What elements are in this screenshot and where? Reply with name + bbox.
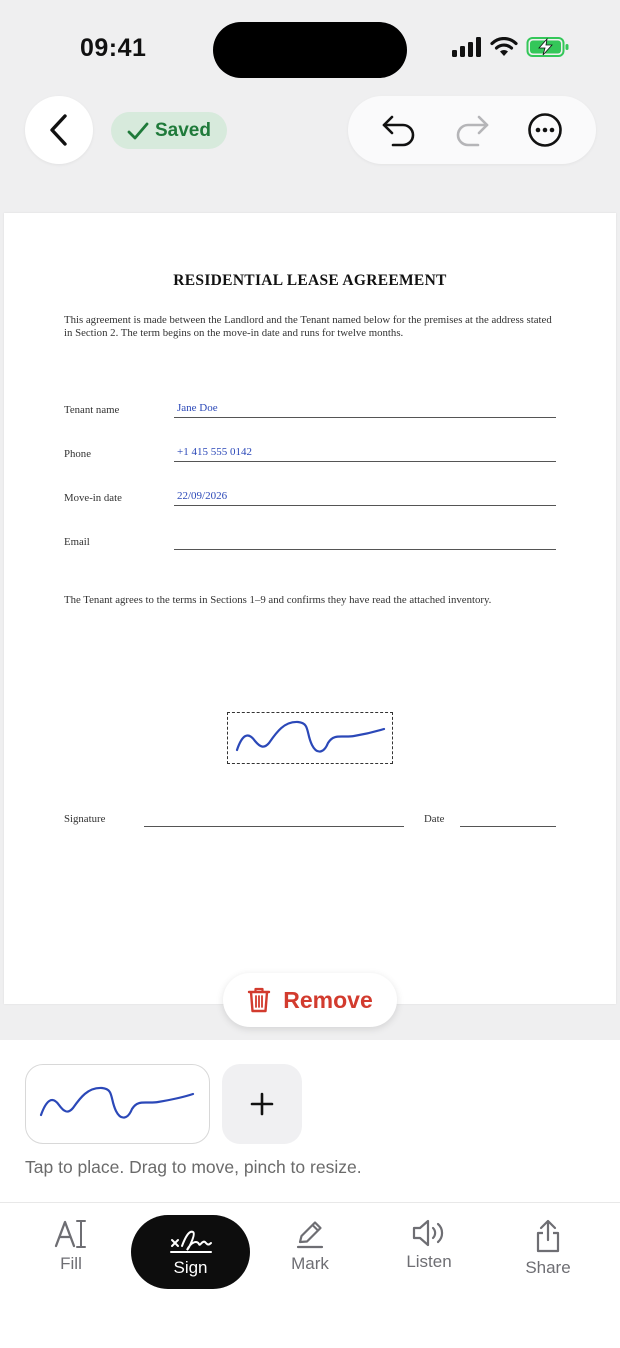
status-time: 09:41 bbox=[80, 34, 147, 62]
signature-line[interactable] bbox=[144, 826, 404, 827]
email-field[interactable] bbox=[174, 549, 556, 550]
undo-button[interactable] bbox=[371, 102, 427, 158]
tab-share-label: Share bbox=[525, 1258, 571, 1277]
battery-charging-icon bbox=[526, 36, 570, 58]
tenant-name-field[interactable] bbox=[174, 417, 556, 418]
text-cursor-icon bbox=[54, 1218, 88, 1250]
move-in-date-label: Move-in date bbox=[64, 492, 122, 504]
saved-label: Saved bbox=[155, 119, 211, 141]
document-intro: This agreement is made between the Landlord and the Tenant named below for the premises at the address stated in Section 2. The term begins on the move-in date and runs for twelve months. bbox=[64, 314, 552, 339]
phone-field[interactable] bbox=[174, 461, 556, 462]
placed-signature[interactable] bbox=[227, 712, 393, 764]
cellular-signal-icon bbox=[452, 37, 482, 57]
tenant-name-label: Tenant name bbox=[64, 404, 120, 416]
speaker-icon bbox=[411, 1218, 447, 1248]
history-toolbar bbox=[348, 96, 596, 164]
tab-fill-label: Fill bbox=[60, 1254, 82, 1273]
saved-signature-stroke bbox=[26, 1065, 208, 1142]
chevron-left-icon bbox=[48, 113, 70, 147]
redo-icon bbox=[454, 113, 490, 147]
placement-hint: Tap to place. Drag to move, pinch to resize. bbox=[25, 1157, 362, 1177]
tab-sign[interactable] bbox=[131, 1215, 250, 1289]
pencil-icon bbox=[294, 1218, 326, 1250]
tab-mark[interactable] bbox=[250, 1218, 370, 1274]
date-label: Date bbox=[424, 813, 445, 825]
signature-icon bbox=[169, 1226, 213, 1256]
status-icons bbox=[452, 36, 570, 58]
more-icon bbox=[527, 112, 563, 148]
back-button[interactable] bbox=[25, 96, 93, 164]
email-label: Email bbox=[64, 536, 90, 548]
saved-signature-card[interactable] bbox=[25, 1064, 210, 1144]
document-page bbox=[4, 213, 616, 1004]
checkmark-icon bbox=[127, 121, 149, 141]
redo-button[interactable] bbox=[444, 102, 500, 158]
tab-listen-label: Listen bbox=[406, 1252, 452, 1271]
dynamic-island bbox=[213, 22, 407, 78]
date-line[interactable] bbox=[460, 826, 556, 827]
tab-mark-label: Mark bbox=[291, 1254, 329, 1273]
document-clause: The Tenant agrees to the terms in Sections 1–9 and confirms they have read the attached inventory. bbox=[64, 594, 492, 606]
undo-icon bbox=[381, 113, 417, 147]
signature-panel bbox=[0, 1040, 620, 1348]
signature-label: Signature bbox=[64, 813, 106, 825]
plus-icon bbox=[249, 1091, 275, 1117]
document-title: RESIDENTIAL LEASE AGREEMENT bbox=[173, 272, 447, 289]
tab-listen[interactable] bbox=[369, 1218, 489, 1272]
phone-label: Phone bbox=[64, 448, 91, 460]
tab-share[interactable] bbox=[488, 1218, 608, 1278]
tab-fill[interactable] bbox=[11, 1218, 131, 1274]
move-in-date-value[interactable]: 22/09/2026 bbox=[177, 490, 228, 502]
move-in-date-field[interactable] bbox=[174, 505, 556, 506]
tenant-name-value[interactable]: Jane Doe bbox=[177, 402, 218, 414]
add-signature-button[interactable] bbox=[222, 1064, 302, 1144]
remove-button[interactable] bbox=[223, 973, 397, 1027]
phone-value[interactable]: +1 415 555 0142 bbox=[177, 446, 252, 458]
wifi-icon bbox=[490, 37, 518, 57]
saved-status-badge bbox=[111, 112, 227, 149]
more-options-button[interactable] bbox=[517, 102, 573, 158]
tab-sign-label: Sign bbox=[173, 1258, 208, 1277]
trash-icon bbox=[247, 986, 271, 1014]
remove-label: Remove bbox=[283, 986, 373, 1013]
share-icon bbox=[533, 1218, 563, 1254]
signature-stroke bbox=[228, 713, 394, 765]
panel-divider bbox=[0, 1202, 620, 1203]
